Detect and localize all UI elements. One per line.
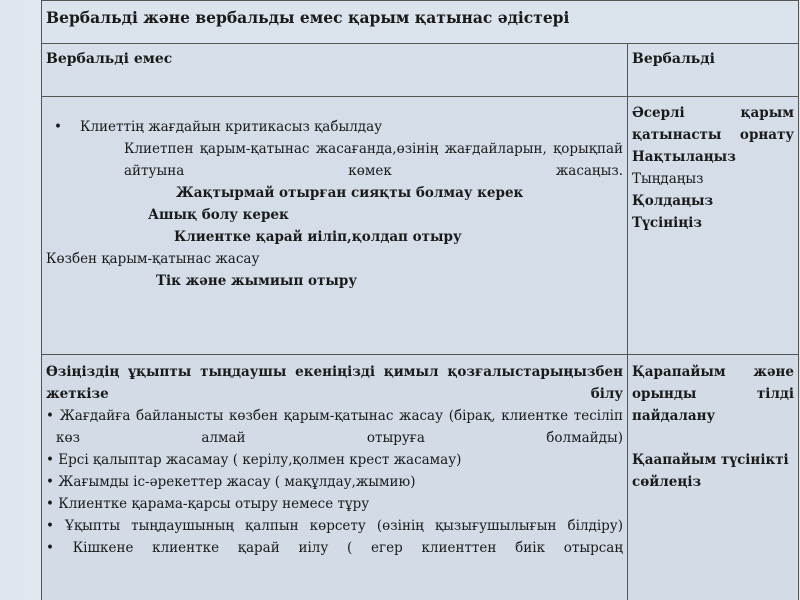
table-title-cell bbox=[42, 1, 799, 44]
methods-table bbox=[41, 0, 799, 600]
nonverbal-bullet-list bbox=[46, 405, 623, 559]
row1-verbal-cell bbox=[628, 97, 799, 355]
help-client-text: Клиетпен қарым-қатынас жасағанда,өзінің жағдайларын, қорықпай айтуына көмек жасаңыз. bbox=[124, 141, 623, 179]
understand-text: Түсініңіз bbox=[632, 215, 702, 231]
row2-nonverbal-cell bbox=[42, 355, 628, 600]
bullet-icon: • bbox=[54, 119, 62, 135]
eye-contact-text: Көзбен қарым-қатынас жасау bbox=[46, 251, 260, 267]
support-text: Қолдаңыз bbox=[632, 193, 714, 209]
list-item: • Жағдайға байланысты көзбен қарым-қатынас жасау (бірақ, клиентке тесіліп көз алмай отыруға болмайды) bbox=[46, 408, 623, 446]
sit-upright-smile-text: Тік және жымиып отыру bbox=[156, 273, 358, 289]
header-verbal-cell bbox=[628, 44, 799, 97]
list-item: • Клиентке қарама-қарсы отыру немесе тұру bbox=[46, 496, 370, 512]
lean-toward-client-text: Клиентке қарай иіліп,қолдап отыру bbox=[174, 229, 462, 245]
simple-language-text: Қарапайым және орынды тілді пайдалану bbox=[632, 364, 795, 424]
list-item: • Ерсі қалыптар жасамау ( керілу,қолмен крест жасамау) bbox=[46, 452, 462, 468]
row1-nonverbal-cell bbox=[42, 97, 628, 355]
help-client-text-part bbox=[46, 138, 623, 182]
speak-simply-text: Қаапайым түсінікті сөйлеңіз bbox=[632, 452, 789, 490]
clarify-text: Нақтылаңыз bbox=[632, 149, 736, 165]
be-open-text: Ашық болу керек bbox=[148, 207, 289, 223]
list-item: • Кішкене клиентке қарай иілу ( егер клиенттен биік отырсаң bbox=[46, 540, 623, 556]
effective-communication-text: Әсерлі қарым қатынасты орнату bbox=[632, 105, 795, 143]
header-nonverbal-cell bbox=[42, 44, 628, 97]
list-item: • Ұқыпты тыңдаушының қалпын көрсету (өзінің қызығушылығын білдіру) bbox=[46, 518, 624, 534]
accept-client-text: Клиеттің жағдайын критикасыз қабылдау bbox=[80, 119, 383, 135]
listen-text: Тыңдаңыз bbox=[632, 171, 704, 187]
header-verbal: Вербальді bbox=[632, 51, 715, 67]
table-title: Вербальді және вербальды емес қарым қатынас әдістері bbox=[46, 8, 570, 27]
not-disapproving-text: Жақтырмай отырған сияқты болмау керек bbox=[176, 185, 524, 201]
attentive-listener-heading: Өзіңіздің ұқыпты тыңдаушы екеніңізді қимыл қозғалыстарыңызбен жеткізе білу bbox=[46, 364, 623, 402]
list-item: • Жағымды іс-әрекеттер жасау ( мақұлдау,жымию) bbox=[46, 474, 416, 490]
row2-verbal-cell bbox=[628, 355, 799, 600]
header-nonverbal: Вербальді емес bbox=[46, 51, 173, 67]
